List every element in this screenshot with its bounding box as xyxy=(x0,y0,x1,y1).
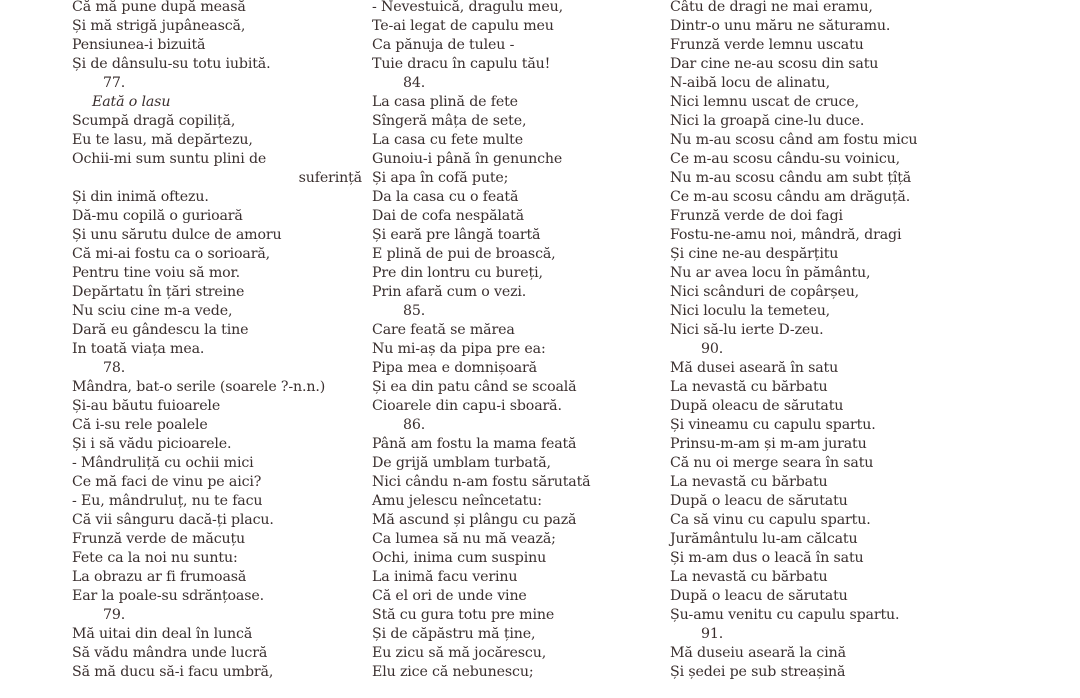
verse-line: Te-ai legat de capulu meu xyxy=(372,18,554,34)
verse-line: Pensiunea-i bizuită xyxy=(72,37,206,53)
verse-line: Câtu de dragi ne mai eramu, xyxy=(670,0,873,15)
verse-line: Tuie dracu în capulu tău! xyxy=(372,56,551,72)
verse-line: - Eu, mândruluț, nu te facu xyxy=(72,493,263,509)
poem-number: 86. xyxy=(403,417,426,433)
poem-number: 77. xyxy=(103,75,126,91)
verse-line: Și mă strigă jupânească, xyxy=(72,18,246,34)
verse-line: Că mă pune după measă xyxy=(72,0,246,15)
verse-line: Prinsu-m-am și m-am juratu xyxy=(670,436,867,452)
verse-line: Ca să vinu cu capulu spartu. xyxy=(670,512,871,528)
verse-line: Să vădu mândra unde lucră xyxy=(72,645,268,661)
verse-line: Nici loculu la temeteu, xyxy=(670,303,831,319)
verse-line: - Mândruliță cu ochii mici xyxy=(72,455,254,471)
verse-line: Până am fostu la mama feată xyxy=(372,436,577,452)
verse-line: Ca lumea să nu mă vează; xyxy=(372,531,556,547)
verse-line: Pre din lontru cu bureți, xyxy=(372,265,543,281)
verse-line: Frunză verde lemnu uscatu xyxy=(670,37,864,53)
verse-line: Pentru tine voiu să mor. xyxy=(72,265,240,281)
verse-line: Care feată se mărea xyxy=(372,322,515,338)
verse-line: Și ea din patu când se scoală xyxy=(372,379,577,395)
verse-line: Că i-su rele poalele xyxy=(72,417,208,433)
verse-line: Să mă ducu să-i facu umbră, xyxy=(72,664,274,680)
verse-line: Da la casa cu o feată xyxy=(372,189,519,205)
verse-line: Și-au băutu fuioarele xyxy=(72,398,221,414)
verse-line: La nevastă cu bărbatu xyxy=(670,379,828,395)
verse-line: Nici cându n-am fostu sărutată xyxy=(372,474,591,490)
verse-line: Nu mi-aș da pipa pre ea: xyxy=(372,341,546,357)
verse-line: Dă-mu copilă o gurioară xyxy=(72,208,243,224)
verse-line: La inimă facu verinu xyxy=(372,569,518,585)
verse-line: Că nu oi merge seara în satu xyxy=(670,455,874,471)
verse-line: După o leacu de sărutatu xyxy=(670,588,848,604)
verse-line: Și de căpăstru mă ține, xyxy=(372,626,536,642)
verse-line: Mă duseiu aseară la cină xyxy=(670,645,846,661)
verse-line: Cioarele din capu-i sboară. xyxy=(372,398,562,414)
verse-line: Ear la poale-su sdrănțoase. xyxy=(72,588,264,604)
verse-line: Elu zice că nebunescu; xyxy=(372,664,534,680)
verse-line: Și eară pre lângă toartă xyxy=(372,227,541,243)
verse-line: Nici la groapă cine-lu duce. xyxy=(670,113,865,129)
poem-subtitle: Eată o lasu xyxy=(92,94,171,110)
verse-line: Eu zicu să mă jocărescu, xyxy=(372,645,547,661)
verse-line: Ca pănuja de tuleu - xyxy=(372,37,515,53)
verse-line: Și apa în cofă pute; xyxy=(372,170,509,186)
verse-line: Că vii sânguru dacă-ți placu. xyxy=(72,512,274,528)
verse-line: Dară eu gândescu la tine xyxy=(72,322,249,338)
verse-line: Stă cu gura totu pre mine xyxy=(372,607,555,623)
verse-line: Nu sciu cine m-a vede, xyxy=(72,303,233,319)
verse-line: La nevastă cu bărbatu xyxy=(670,474,828,490)
text-column-left xyxy=(72,0,362,682)
verse-line: Dintr-o unu măru ne săturamu. xyxy=(670,18,891,34)
verse-line: Nici să-lu ierte D-zeu. xyxy=(670,322,824,338)
verse-line: E plină de pui de broască, xyxy=(372,246,556,262)
verse-line: La nevastă cu bărbatu xyxy=(670,569,828,585)
verse-line: Și i să vădu picioarele. xyxy=(72,436,232,452)
verse-line: Frunză verde de măcuțu xyxy=(72,531,246,547)
verse-line-continuation: suferință xyxy=(298,170,362,186)
verse-line: Scumpă dragă copiliță, xyxy=(72,113,236,129)
verse-line: Sîngeră mâța de sete, xyxy=(372,113,527,129)
verse-line: N-aibă locu de alinatu, xyxy=(670,75,830,91)
poem-number: 84. xyxy=(403,75,426,91)
verse-line: Ochii-mi sum suntu plini de xyxy=(72,151,267,167)
verse-line: După oleacu de sărutatu xyxy=(670,398,844,414)
verse-line: Nici scânduri de copârșeu, xyxy=(670,284,860,300)
verse-line: Și cine ne-au despărțitu xyxy=(670,246,839,262)
verse-line: Eu te lasu, mă depărtezu, xyxy=(72,132,253,148)
poem-number: 91. xyxy=(701,626,724,642)
verse-line: In toată viața mea. xyxy=(72,341,205,357)
poem-number: 90. xyxy=(701,341,724,357)
verse-line: Și unu sărutu dulce de amoru xyxy=(72,227,282,243)
verse-line: La casa cu fete multe xyxy=(372,132,523,148)
verse-line: Fete ca la noi nu suntu: xyxy=(72,550,238,566)
poem-number: 79. xyxy=(103,607,126,623)
verse-line: Pipa mea e domnișoară xyxy=(372,360,537,376)
verse-line: Amu jelescu neîncetatu: xyxy=(372,493,542,509)
verse-line: Mă ascund și plângu cu pază xyxy=(372,512,577,528)
verse-line: Mândra, bat-o serile (soarele ?-n.n.) xyxy=(72,379,326,395)
verse-line: Nu ar avea locu în pământu, xyxy=(670,265,871,281)
verse-line: Nu m-au scosu când am fostu micu xyxy=(670,132,918,148)
verse-line: Jurământulu lu-am călcatu xyxy=(670,531,858,547)
verse-line: Șu-amu venitu cu capulu spartu. xyxy=(670,607,900,623)
verse-line: Și vineamu cu capulu spartu. xyxy=(670,417,876,433)
verse-line: Ochi, inima cum suspinu xyxy=(372,550,547,566)
verse-line: Gunoiu-i până în genunche xyxy=(372,151,563,167)
poem-number: 85. xyxy=(403,303,426,319)
verse-line: Că el ori de unde vine xyxy=(372,588,527,604)
verse-line: După o leacu de sărutatu xyxy=(670,493,848,509)
verse-line: Nici lemnu uscat de cruce, xyxy=(670,94,859,110)
verse-line: - Nevestuică, dragulu meu, xyxy=(372,0,563,15)
verse-line: Și din inimă oftezu. xyxy=(72,189,209,205)
text-column-middle xyxy=(372,0,662,682)
verse-line: De grijă umblam turbată, xyxy=(372,455,551,471)
verse-line: Depărtatu în țări streine xyxy=(72,284,245,300)
verse-line: La casa plină de fete xyxy=(372,94,518,110)
verse-line: Ce mă faci de vinu pe aici? xyxy=(72,474,262,490)
verse-line: Și ședei pe sub streașină xyxy=(670,664,846,680)
verse-line: La obrazu ar fi frumoasă xyxy=(72,569,247,585)
verse-line: Și de dânsulu-su totu iubită. xyxy=(72,56,271,72)
verse-line: Mă dusei aseară în satu xyxy=(670,360,839,376)
verse-line: Ce m-au scosu cându-su voinicu, xyxy=(670,151,901,167)
verse-line: Mă uitai din deal în luncă xyxy=(72,626,253,642)
verse-line: Și m-am dus o leacă în satu xyxy=(670,550,864,566)
verse-line: Prin afară cum o vezi. xyxy=(372,284,527,300)
verse-line: Frunză verde de doi fagi xyxy=(670,208,843,224)
verse-line: Dar cine ne-au scosu din satu xyxy=(670,56,879,72)
verse-line: Că mi-ai fostu ca o sorioară, xyxy=(72,246,271,262)
verse-line: Nu m-au scosu cându am subt țîță xyxy=(670,170,912,186)
verse-line: Dai de cofa nespălată xyxy=(372,208,524,224)
verse-line: Ce m-au scosu cându am drăguță. xyxy=(670,189,911,205)
poem-number: 78. xyxy=(103,360,126,376)
verse-line: Fostu-ne-amu noi, mândră, dragi xyxy=(670,227,902,243)
text-column-right xyxy=(670,0,970,682)
